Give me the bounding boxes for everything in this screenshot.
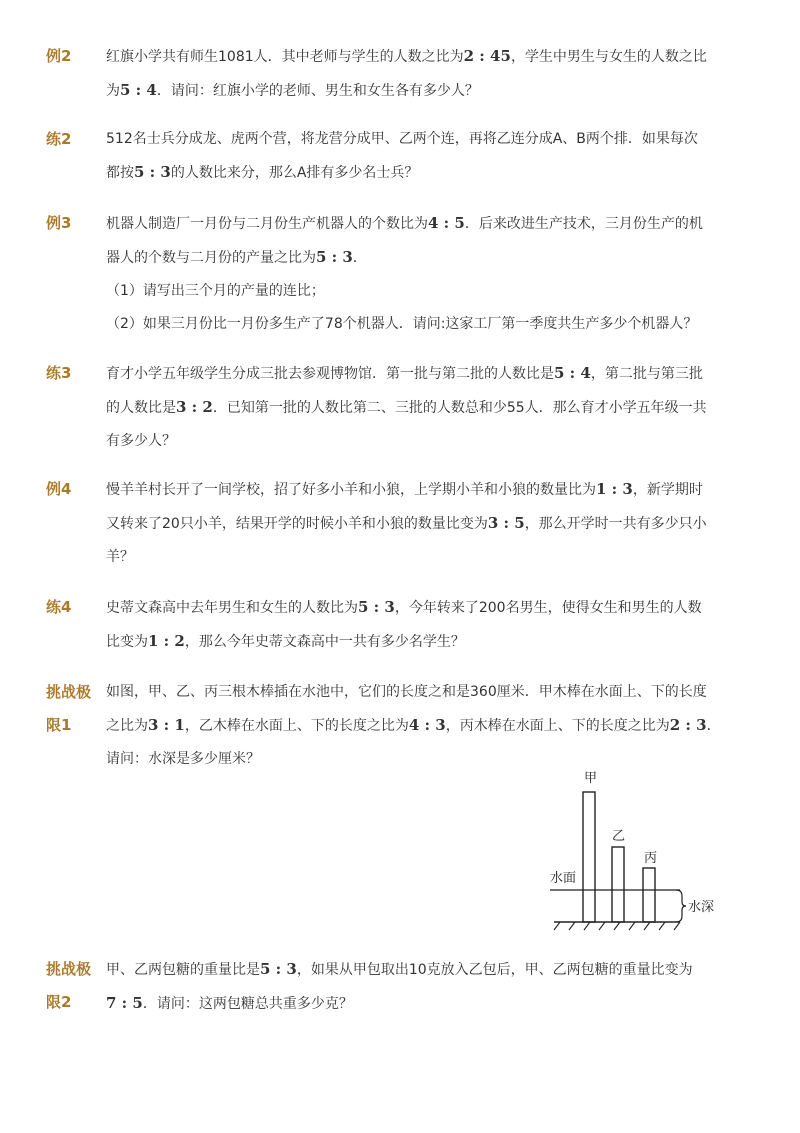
text-run: ．已知第一批的人数比第二、三批的人数总和少55人．那么育才小学五年级一共 — [212, 400, 707, 416]
text-run: ，新学期时 — [632, 482, 703, 498]
problem-li4 — [0, 473, 800, 573]
text-line — [106, 625, 718, 659]
problem-label: 挑战极 限1 — [46, 683, 92, 734]
text-line — [106, 425, 718, 458]
text-run: 器人的个数与二月份的产量之比为 — [106, 250, 316, 266]
problem-label: 练2 — [46, 130, 72, 148]
text-run: 的人数比来分，那么A排有多少名士兵？ — [170, 165, 419, 181]
text-run: 育才小学五年级学生分成三批去参观博物馆．第一批与第二批的人数比是 — [106, 366, 554, 382]
text-run: 机器人制造厂一月份与二月份生产机器人的个数比为 — [106, 216, 428, 232]
text-line — [106, 74, 718, 108]
text-line — [106, 207, 718, 241]
text-run: 甲、乙两包糖的重量比是 — [106, 962, 260, 978]
text-line — [106, 275, 718, 308]
sticks-in-pool-figure — [548, 770, 728, 935]
text-line — [106, 357, 718, 391]
text-run: ．请问：这两包糖总共重多少克？ — [142, 996, 353, 1012]
ratio: 5 : 3 — [134, 163, 171, 181]
problem-text — [106, 207, 718, 341]
problem-lian4 — [0, 591, 800, 661]
text-run: 慢羊羊村长开了一间学校，招了好多小羊和小狼，上学期小羊和小狼的数量比为 — [106, 482, 596, 498]
ratio: 5 : 4 — [554, 364, 591, 382]
text-line — [106, 541, 718, 574]
text-run: 为 — [106, 83, 120, 99]
ratio: 1 : 3 — [596, 480, 633, 498]
problem-text — [106, 357, 718, 458]
text-run: ．后来改进生产技术，三月份生产的机 — [464, 216, 703, 232]
problem-lian2 — [0, 123, 800, 193]
water-depth-brace — [676, 890, 686, 922]
text-line — [106, 953, 718, 987]
ratio: 7 : 5 — [106, 994, 143, 1012]
text-line — [106, 391, 718, 425]
ratio: 5 : 3 — [260, 960, 297, 978]
text-run: ． — [352, 250, 367, 266]
pool-bottom-hatching — [554, 922, 680, 930]
water-depth-label: 水深 — [688, 900, 715, 915]
problem-label: 挑战极 限2 — [46, 960, 92, 1011]
stick-bing — [643, 868, 655, 922]
text-run: ，学生中男生与女生的人数之比 — [510, 49, 707, 65]
ratio: 5 : 3 — [316, 248, 353, 266]
text-run: 都按 — [106, 165, 134, 181]
text-run: ，乙木棒在水面上、下的长度之比为 — [184, 718, 409, 734]
problem-label: 例4 — [46, 480, 72, 498]
water-surface-label: 水面 — [550, 871, 577, 886]
text-run: 有多少人？ — [106, 433, 176, 449]
ratio: 3 : 5 — [487, 514, 525, 532]
text-run: ． — [706, 718, 721, 734]
text-line — [106, 308, 718, 341]
problem-text — [106, 473, 718, 574]
text-line — [106, 473, 718, 507]
text-run: 512名士兵分成龙、虎两个营，将龙营分成甲、乙两个连，再将乙连分成A、B两个排．如果每次 — [106, 131, 698, 147]
ratio: 1 : 2 — [148, 632, 185, 650]
text-run: 之比为 — [106, 718, 148, 734]
text-run: 红旗小学共有师生1081人．其中老师与学生的人数之比为 — [106, 49, 464, 65]
text-line — [106, 591, 718, 625]
problem-li3 — [0, 207, 800, 342]
text-line — [106, 40, 718, 74]
text-line — [106, 987, 718, 1021]
ratio: 5 : 3 — [358, 598, 395, 616]
text-run: （1）请写出三个月的产量的连比； — [106, 283, 325, 299]
problem-challenge2 — [0, 953, 800, 1023]
text-line — [106, 123, 718, 156]
ratio: 5 : 4 — [120, 81, 157, 99]
text-run: ，今年转来了200名男生，使得女生和男生的人数 — [394, 600, 702, 616]
text-run: ，如果从甲包取出10克放入乙包后，甲、乙两包糖的重量比变为 — [296, 962, 693, 978]
text-run: 的人数比是 — [106, 400, 176, 416]
text-run: 如图，甲、乙、丙三根木棒插在水池中，它们的长度之和是360厘米．甲木棒在水面上、下的长度 — [106, 684, 707, 700]
text-line — [106, 709, 721, 743]
text-run: 羊？ — [106, 549, 134, 565]
stick-yi — [612, 847, 624, 922]
text-run: ．请问：红旗小学的老师、男生和女生各有多少人？ — [156, 83, 479, 99]
stick-jia-label: 甲 — [584, 771, 598, 786]
text-run: 又转来了20只小羊，结果开学的时候小羊和小狼的数量比变为 — [106, 516, 488, 532]
problem-label: 例3 — [46, 214, 72, 232]
problem-label: 练3 — [46, 364, 72, 382]
ratio: 3 : 2 — [176, 398, 213, 416]
text-line — [106, 156, 718, 190]
ratio: 2 : 3 — [669, 716, 707, 734]
problem-text — [106, 953, 718, 1021]
problem-text — [106, 123, 718, 190]
problem-li2 — [0, 40, 800, 110]
ratio: 2 : 45 — [463, 47, 511, 65]
text-run: ，那么今年史蒂文森高中一共有多少名学生？ — [184, 634, 465, 650]
ratio: 4 : 3 — [408, 716, 446, 734]
stick-jia — [583, 792, 595, 922]
text-line — [106, 507, 718, 541]
text-line — [106, 241, 718, 275]
text-run: 请问：水深是多少厘米？ — [106, 751, 260, 767]
problem-text — [106, 676, 721, 776]
text-run: （2）如果三月份比一月份多生产了78个机器人．请问:这家工厂第一季度共生产多少个机器人？ — [106, 316, 698, 332]
text-run: ，第二批与第三批 — [590, 366, 703, 382]
problem-text — [106, 40, 718, 108]
ratio: 3 : 1 — [148, 716, 185, 734]
ratio: 4 : 5 — [428, 214, 465, 232]
problem-challenge1 — [0, 676, 800, 776]
stick-yi-label: 乙 — [612, 829, 626, 844]
text-run: 比变为 — [106, 634, 148, 650]
text-run: 史蒂文森高中去年男生和女生的人数比为 — [106, 600, 358, 616]
stick-bing-label: 丙 — [644, 851, 658, 866]
text-run: ，那么开学时一共有多少只小 — [524, 516, 707, 532]
problem-text — [106, 591, 718, 659]
text-line — [106, 676, 718, 709]
text-run: ，丙木棒在水面上、下的长度之比为 — [445, 718, 670, 734]
problem-label: 例2 — [46, 47, 72, 65]
problem-lian3 — [0, 357, 800, 457]
problem-label: 练4 — [46, 598, 72, 616]
